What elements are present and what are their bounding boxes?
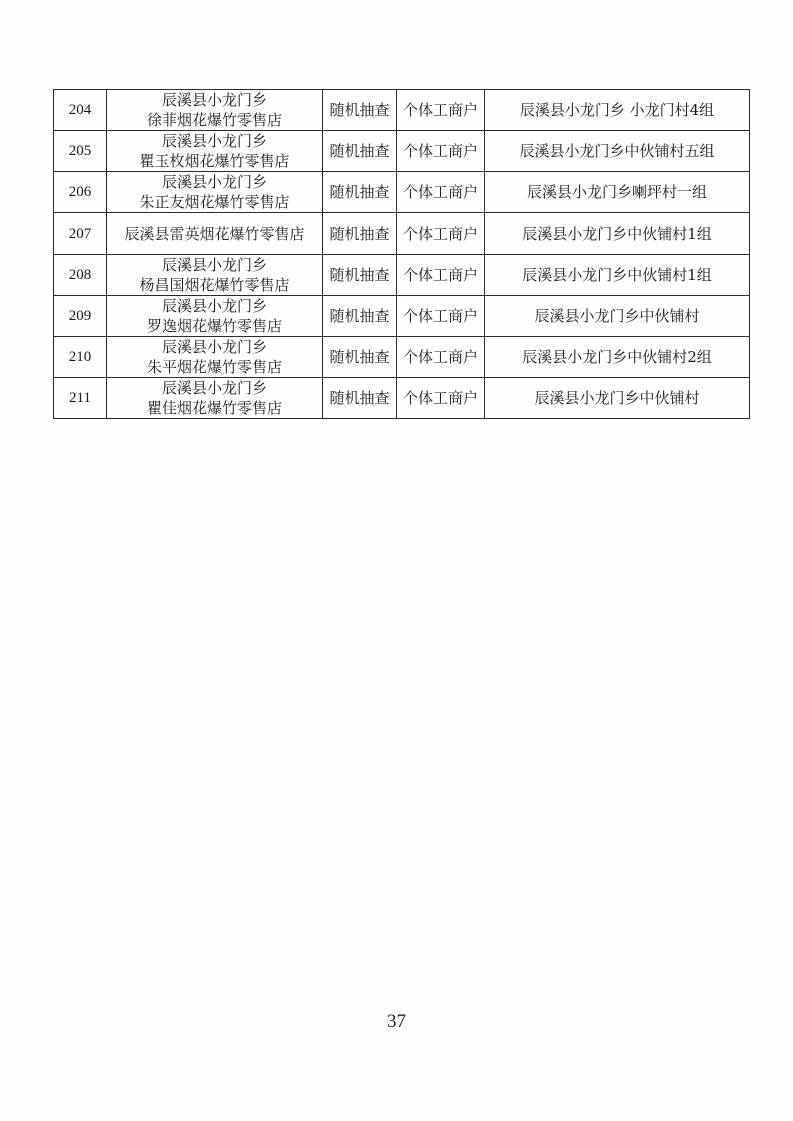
store-name-line-1: 辰溪县小龙门乡: [161, 256, 267, 274]
row-number-cell: 210: [54, 337, 107, 378]
row-number-cell: 205: [54, 131, 107, 172]
store-name-cell: [107, 90, 323, 131]
address-cell: 辰溪县小龙门乡中伙铺村2组: [485, 337, 750, 378]
table-row: [54, 172, 750, 213]
store-name-line-2: 朱平烟花爆竹零售店: [146, 358, 282, 376]
store-name-line-2: 瞿玉枚烟花爆竹零售店: [139, 152, 290, 170]
store-name-line-2: 徐菲烟花爆竹零售店: [146, 111, 282, 129]
store-name-line-2: 杨昌国烟花爆竹零售店: [139, 276, 290, 294]
address-cell: 辰溪县小龙门乡中伙铺村五组: [485, 131, 750, 172]
address-cell: 辰溪县小龙门乡喇坪村一组: [485, 172, 750, 213]
table-row: [54, 90, 750, 131]
table-row: [54, 337, 750, 378]
store-name-line-1: 辰溪县小龙门乡: [161, 297, 267, 315]
entity-type-cell: 个体工商户: [397, 378, 485, 419]
address-cell: 辰溪县小龙门乡 小龙门村4组: [485, 90, 750, 131]
table-row: [54, 255, 750, 296]
row-number-cell: 204: [54, 90, 107, 131]
entity-type-cell: 个体工商户: [397, 90, 485, 131]
address-cell: 辰溪县小龙门乡中伙铺村: [485, 378, 750, 419]
store-name-cell: [107, 131, 323, 172]
store-name-line-1: 辰溪县小龙门乡: [161, 91, 267, 109]
store-name-cell: [107, 337, 323, 378]
inspection-method-cell: 随机抽查: [323, 255, 397, 296]
inspection-method-cell: 随机抽查: [323, 172, 397, 213]
store-name-cell: [107, 378, 323, 419]
store-name-line-1: 辰溪县雷英烟花爆竹零售店: [124, 224, 305, 243]
store-name-line-2: 朱正友烟花爆竹零售店: [139, 193, 290, 211]
entity-type-cell: 个体工商户: [397, 296, 485, 337]
store-name-line-2: 瞿佳烟花爆竹零售店: [146, 399, 282, 417]
table-row: [54, 213, 750, 255]
table-row: [54, 296, 750, 337]
row-number-cell: 208: [54, 255, 107, 296]
address-cell: 辰溪县小龙门乡中伙铺村: [485, 296, 750, 337]
entity-type-cell: 个体工商户: [397, 131, 485, 172]
inspection-method-cell: 随机抽查: [323, 337, 397, 378]
store-name-line-2: 罗逸烟花爆竹零售店: [146, 317, 282, 335]
inspection-table: [53, 89, 750, 419]
store-name-line-1: 辰溪县小龙门乡: [161, 338, 267, 356]
store-name-line-1: 辰溪县小龙门乡: [161, 379, 267, 397]
store-name-cell: [107, 255, 323, 296]
entity-type-cell: 个体工商户: [397, 255, 485, 296]
inspection-method-cell: 随机抽查: [323, 378, 397, 419]
row-number-cell: 209: [54, 296, 107, 337]
row-number-cell: 207: [54, 213, 107, 255]
store-name-line-1: 辰溪县小龙门乡: [161, 132, 267, 150]
inspection-method-cell: 随机抽查: [323, 213, 397, 255]
address-cell: 辰溪县小龙门乡中伙铺村1组: [485, 255, 750, 296]
entity-type-cell: 个体工商户: [397, 337, 485, 378]
store-name-line-1: 辰溪县小龙门乡: [161, 173, 267, 191]
table-row: [54, 131, 750, 172]
store-name-cell: [107, 172, 323, 213]
inspection-method-cell: 随机抽查: [323, 296, 397, 337]
page-number: 37: [387, 1011, 406, 1032]
table-body: [54, 90, 750, 419]
row-number-cell: 211: [54, 378, 107, 419]
address-cell: 辰溪县小龙门乡中伙铺村1组: [485, 213, 750, 255]
inspection-method-cell: 随机抽查: [323, 131, 397, 172]
inspection-method-cell: 随机抽查: [323, 90, 397, 131]
store-name-cell: [107, 213, 323, 255]
row-number-cell: 206: [54, 172, 107, 213]
entity-type-cell: 个体工商户: [397, 213, 485, 255]
table-row: [54, 378, 750, 419]
store-name-cell: [107, 296, 323, 337]
entity-type-cell: 个体工商户: [397, 172, 485, 213]
